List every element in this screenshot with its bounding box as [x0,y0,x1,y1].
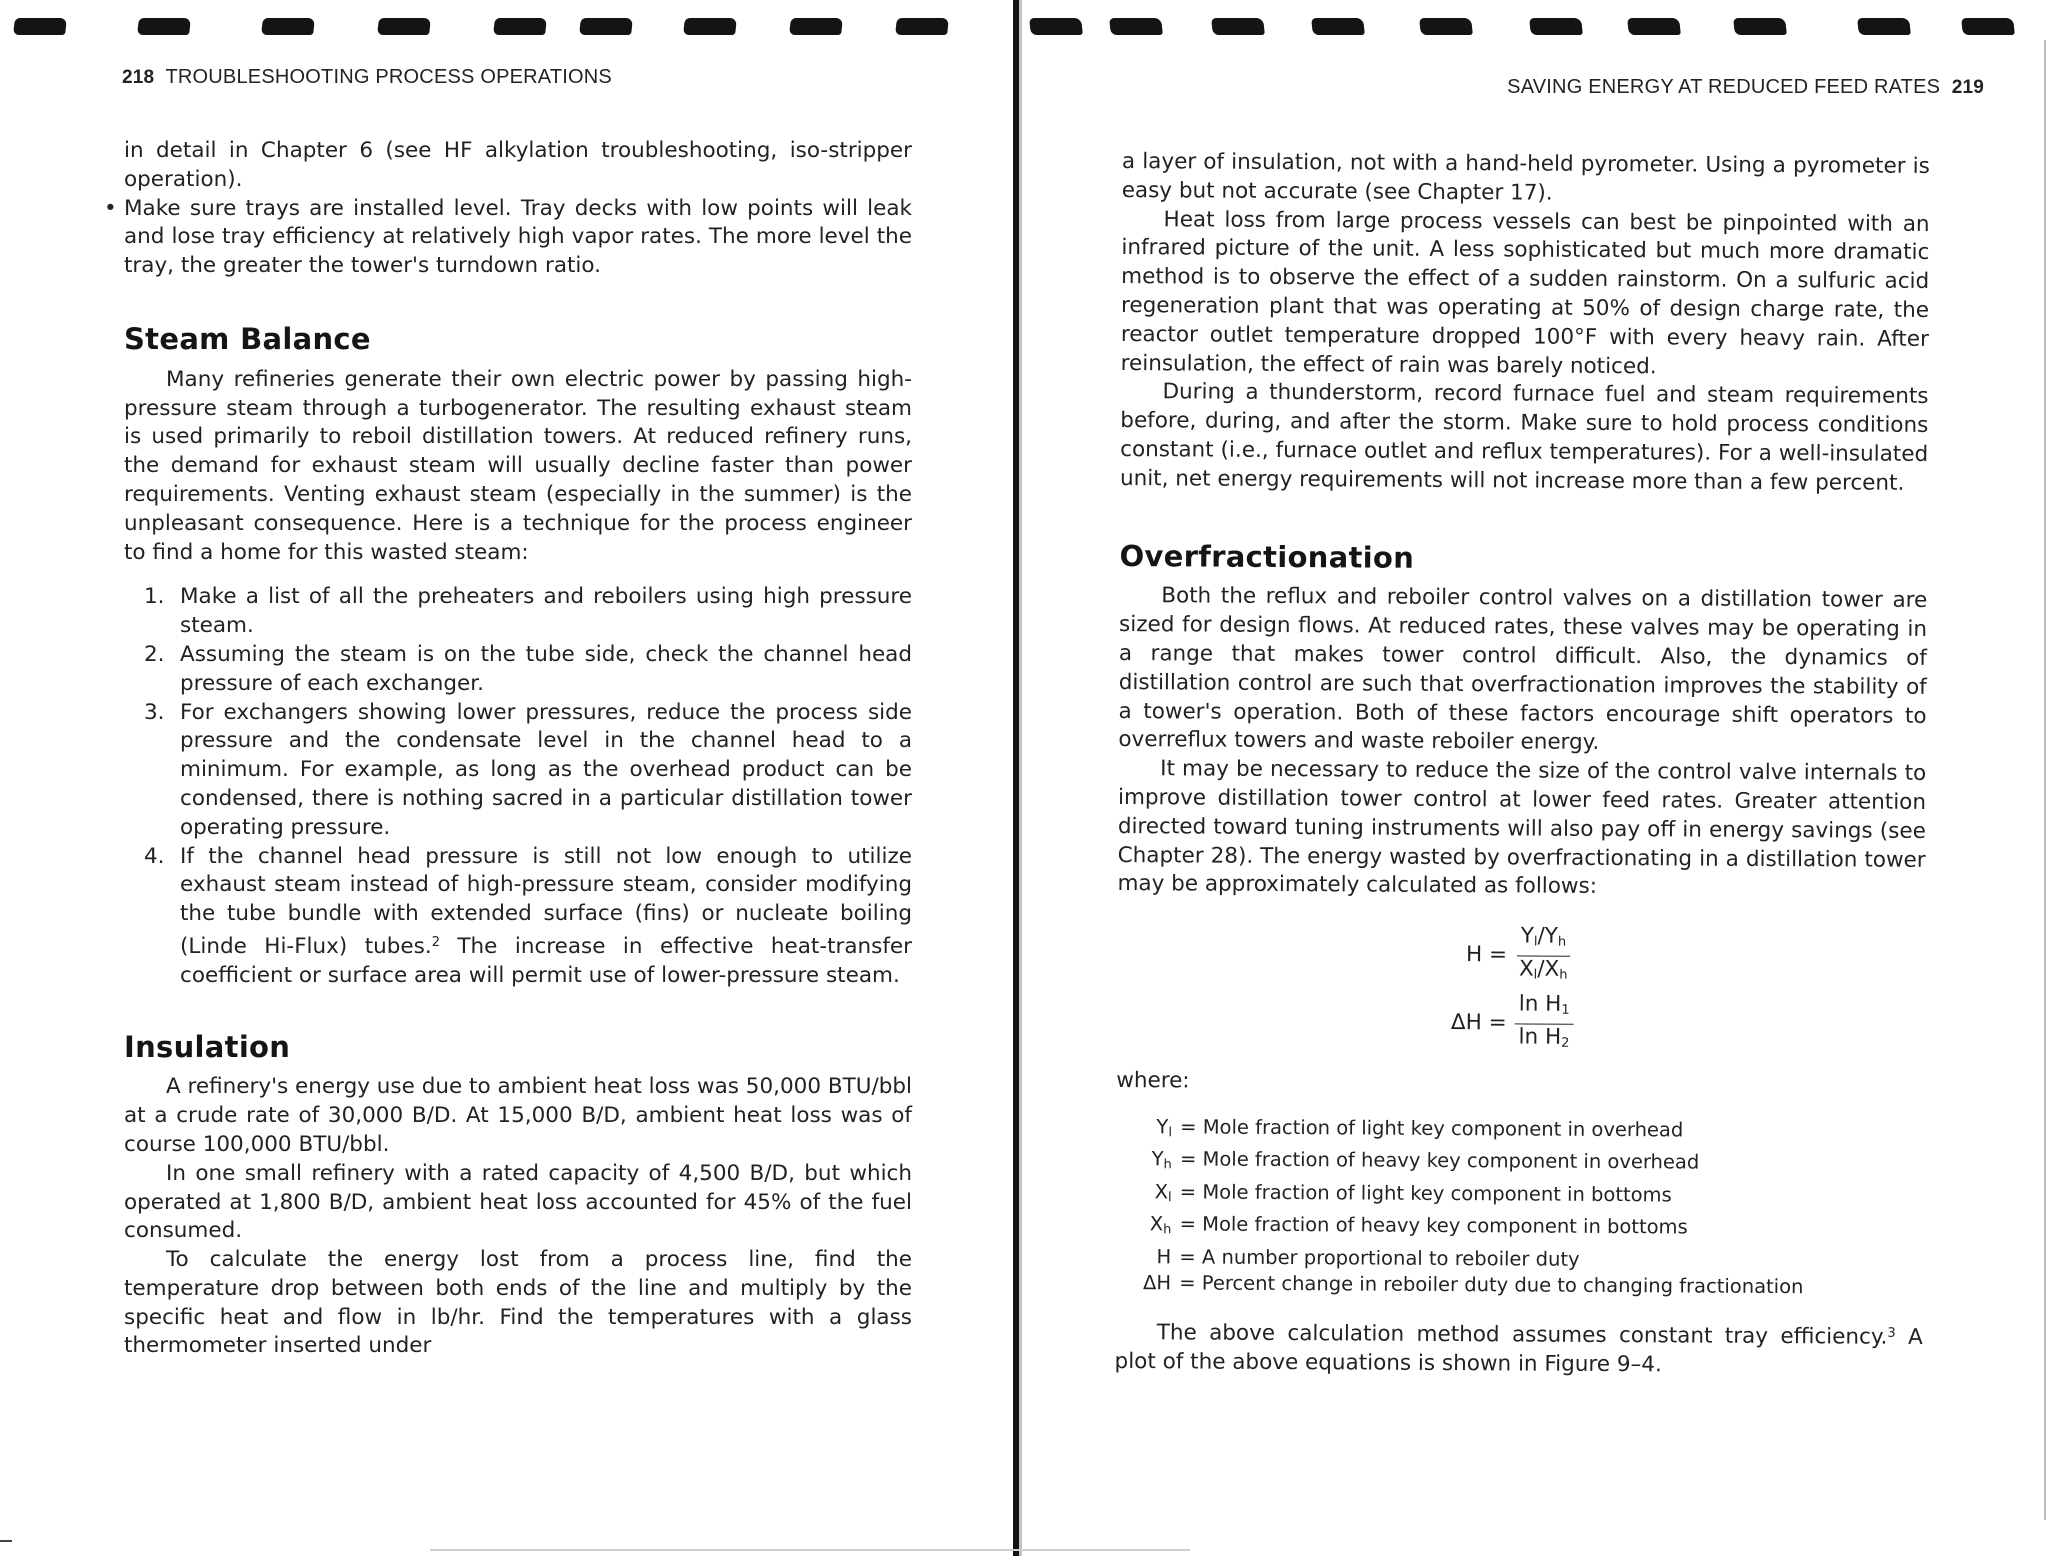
equation-lhs: H = [1465,942,1508,968]
step-number: 2. [144,641,165,667]
fraction-denominator: $\ln H_2$ [1518,1024,1570,1051]
page-number: 219 [1951,77,1984,98]
definition-text: Mole fraction of heavy key component in bottoms [1202,1212,1688,1239]
definition-symbol: ΔH [1142,1271,1172,1295]
list-item [124,699,912,843]
fraction [1514,992,1573,1057]
binding-hole [1961,18,2015,35]
variable-definitions [1115,1114,1924,1302]
list-item [104,195,912,281]
binding-hole [137,18,191,35]
section-heading-overfractionation: Overfractionation [1119,538,1415,575]
insulation-paragraph: In one small refinery with a rated capacity of 4,500 B/D, but which operated at 1,800 B/D, ambient heat loss accounted for 45% of the fuel consumed. [124,1160,912,1244]
binding-hole [1733,18,1787,35]
steam-steps-list [124,583,912,990]
fraction-numerator: $Y_l/Y_h$ [1517,924,1571,957]
binding-hole [579,18,633,35]
definition-symbol: H [1156,1245,1172,1269]
insulation-paragraph: A refinery's energy use due to ambient heat loss was 50,000 BTU/bbl at a crude rate of 30,000 B/D. At 15,000 B/D, ambient heat loss was of course 100,000 BTU/bbl. [124,1074,912,1157]
binding-hole [1857,18,1911,35]
definition-row: $X_l$ = Mole fraction of light key component in bottoms [1116,1179,1924,1216]
bullet-marker: • [104,195,117,221]
step-number: 1. [144,584,165,610]
step-text: Assuming the steam is on the tube side, check the channel head pressure of each exchanger. [180,641,912,696]
step-text: For exchangers showing lower pressures, reduce the process side pressure and the condensate level in the channel head to a minimum. For example, as long as the overhead product can be condensed, there is nothing sacred in a particular distillation tower operating pressure. [180,699,912,840]
section-heading-insulation: Insulation [124,1029,291,1064]
step-number: 4. [144,843,165,869]
definition-text: Mole fraction of heavy key component in overhead [1202,1147,1700,1174]
body-paragraph: a layer of insulation, not with a hand-held pyrometer. Using a pyrometer is easy but not accurate (see Chapter 17). [1121,148,1930,206]
fraction-denominator: $X_l/X_h$ [1518,956,1568,983]
fraction [1515,924,1572,989]
definition-symbol: $X_l$ [1154,1180,1172,1206]
definition-text: Percent change in reboiler duty due to changing fractionation [1201,1271,1804,1299]
list-item [124,641,912,699]
binding-hole [377,18,431,35]
binding-hole [1211,18,1265,35]
definition-symbol: $Y_l$ [1156,1115,1173,1141]
left-page-body [104,137,912,1361]
definition-symbol: $X_h$ [1149,1212,1172,1238]
binding-hole [1627,18,1681,35]
page-bottom-edge [430,1549,1190,1551]
intro-continuation: in detail in Chapter 6 (see HF alkylation troubleshooting, iso-stripper operation). [124,138,912,192]
spine-shadow [1019,0,1022,1556]
section-heading-steam-balance: Steam Balance [124,321,371,356]
binding-hole [261,18,315,35]
overfractionation-paragraph: It may be necessary to reduce the size of the control valve internals to improve distillation tower control at lower feed rates. Greater attention directed toward tuning instruments will also pay off in energy savings (see Chapter 28). The energy wasted by overfractionating in a distillation tower may be approximately calculated as follows: [1117,756,1927,900]
definition-text: Mole fraction of light key component in overhead [1202,1115,1684,1142]
equation-h [1447,923,1572,989]
binding-hole [1419,18,1473,35]
running-head-title: TROUBLESHOOTING PROCESS OPERATIONS [165,66,612,88]
list-item [124,843,912,991]
closing-paragraph: The above calculation method assumes constant tray efficiency.$^3$ A plot of the above equations is shown in Figure 9–4. [1114,1320,1923,1378]
page-left-edge [0,1540,12,1542]
footnote-marker: 2 [431,934,440,950]
bullet-text: Make sure trays are installed level. Tray decks with low points will leak and lose tray efficiency at relatively high vapor rates. The more level the tray, the greater the tower's turndown ratio. [124,195,912,279]
where-label: where: [1116,1068,1190,1094]
binding-hole [683,18,737,35]
binding-hole [1311,18,1365,35]
step-text: If the channel head pressure is still not low enough to utilize exhaust steam instead of high-pressure steam, consider modifying the tube bundle with extended surface (fins) or nucleate boiling (Linde Hi-Flux) tubes. [180,843,912,959]
fraction-numerator: $\ln H_1$ [1515,992,1574,1025]
page-number: 218 [122,67,155,88]
definition-row: ΔH = Percent change in reboiler duty due to changing fractionation [1115,1270,1923,1301]
overfractionation-paragraph: Both the reflux and reboiler control valves on a distillation tower are sized for design flows. At reduced rates, these valves may be operating in a range that makes tower control difficult. Also, the dynamics of distillation control are such that overfractionation improves the stability of a tower's operation. Both of these factors encourage shift operators to overreflux towers and waste reboiler energy. [1118,583,1928,756]
equation-lhs: ΔH = [1450,1010,1507,1036]
step-text: Make a list of all the preheaters and reboilers using high pressure steam. [180,584,912,639]
running-head [122,66,612,89]
definition-row: $Y_h$ = Mole fraction of heavy key component in overhead [1116,1146,1924,1183]
binding-hole [13,18,67,35]
definition-row: $Y_l$ = Mole fraction of light key component in overhead [1116,1114,1924,1151]
body-paragraph: During a thunderstorm, record furnace fuel and steam requirements before, during, and after the storm. Make sure to hold process conditions constant (i.e., furnace outlet and reflux temperatures). For a well-insulated unit, net energy requirements will not increase more than a few percent. [1119,379,1929,496]
definition-row: $X_h$ = Mole fraction of heavy key component in bottoms [1115,1211,1923,1248]
step-number: 3. [144,699,165,725]
binding-hole [1109,18,1163,35]
binding-holes [0,10,2048,44]
right-page-body [1114,148,1929,1381]
footnote-marker: 3 [1887,1325,1896,1341]
binding-hole [493,18,547,35]
steam-balance-paragraph: Many refineries generate their own electric power by passing high-pressure steam through a turbogenerator. The resulting exhaust steam is used primarily to reboil distillation towers. At reduced refinery runs, the demand for exhaust steam will usually decline faster than power requirements. Venting exhaust steam (especially in the summer) is the unpleasant consequence. Here is a technique for the process engineer to find a home for this wasted steam: [124,366,912,565]
binding-hole [1529,18,1583,35]
binding-hole [789,18,843,35]
definition-row: H = A number proportional to reboiler duty [1115,1244,1923,1275]
binding-hole [895,18,949,35]
equations-block [1116,921,1925,1064]
step-text-continued: The increase in effective heat-transfer coefficient or surface area will permit use of lower-pressure steam. [180,933,912,988]
running-head [1507,76,1984,99]
page-right-edge [2044,40,2046,1520]
bullet-list [104,195,912,281]
insulation-paragraph: To calculate the energy lost from a process line, find the temperature drop between both ends of the line and multiply by the specific heat and flow in lb/hr. Find the temperatures with a glass thermometer inserted under [124,1247,912,1359]
equation-delta-h [1446,991,1573,1057]
definition-symbol: $Y_h$ [1151,1147,1172,1173]
list-item [124,583,912,641]
binding-hole [1029,18,1083,35]
definition-text: Mole fraction of light key component in bottoms [1202,1180,1672,1207]
body-paragraph: Heat loss from large process vessels can best be pinpointed with an infrared picture of the unit. A less sophisticated but much more dramatic method is to observe the effect of a sudden rainstorm. On a sulfuric acid regeneration plant that was operating at 50% of design charge rate, the reactor outlet temperature dropped 100°F with every heavy rain. After reinsulation, the effect of rain was barely noticed. [1120,206,1930,379]
running-head-title: SAVING ENERGY AT REDUCED FEED RATES [1507,76,1941,98]
definition-text: A number proportional to reboiler duty [1201,1245,1580,1271]
